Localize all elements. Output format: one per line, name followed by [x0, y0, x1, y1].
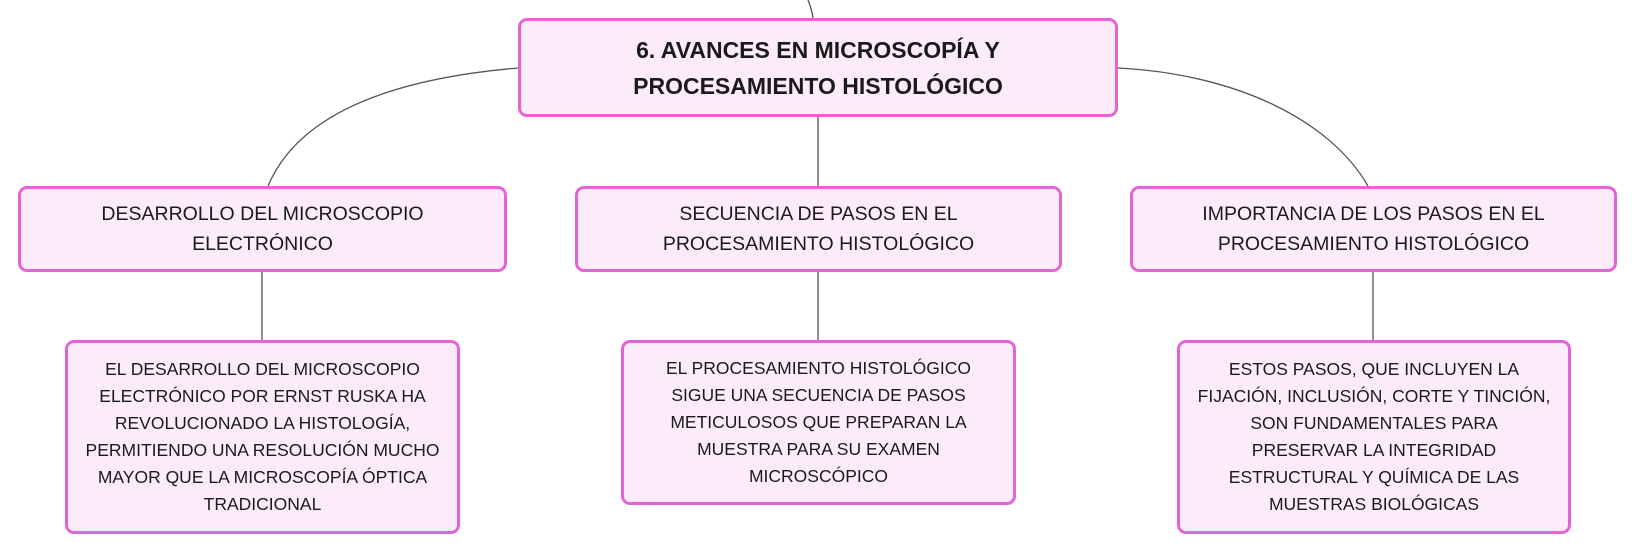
connector-parent-to-root — [808, 0, 813, 18]
branch-label: IMPORTANCIA DE LOS PASOS EN EL PROCESAMIENTO HISTOLÓGICO — [1202, 203, 1545, 255]
detail-node-secuencia-pasos[interactable] — [621, 340, 1016, 505]
branch-node-secuencia-pasos[interactable] — [575, 186, 1062, 272]
branch-node-microscopio-electronico[interactable] — [18, 186, 507, 272]
branch-label: DESARROLLO DEL MICROSCOPIO ELECTRÓNICO — [101, 203, 424, 255]
root-topic-node[interactable] — [518, 18, 1118, 117]
branch-label: SECUENCIA DE PASOS EN EL PROCESAMIENTO HISTOLÓGICO — [662, 203, 975, 255]
detail-text: EL DESARROLLO DEL MICROSCOPIO ELECTRÓNICO POR ERNST RUSKA HA REVOLUCIONADO LA HISTOLOGÍA, PERMITIENDO UNA RESOLUCIÓN MUCHO MAYOR QUE LA MICROSCOPÍA ÓPTICA TRADICIONAL — [85, 359, 440, 514]
detail-text: EL PROCESAMIENTO HISTOLÓGICO SIGUE UNA SECUENCIA DE PASOS METICULOSOS QUE PREPARAN LA MUESTRA PARA SU EXAMEN MICROSCÓPICO — [665, 358, 972, 486]
root-topic-text: 6. AVANCES EN MICROSCOPÍA Y PROCESAMIENTO HISTOLÓGICO — [633, 36, 1003, 99]
branch-node-importancia-pasos[interactable] — [1130, 186, 1617, 272]
connector-root-to-branch-3 — [1118, 68, 1368, 186]
detail-node-importancia-pasos[interactable] — [1177, 340, 1571, 534]
detail-node-microscopio-electronico[interactable] — [65, 340, 460, 534]
detail-text: ESTOS PASOS, QUE INCLUYEN LA FIJACIÓN, INCLUSIÓN, CORTE Y TINCIÓN, SON FUNDAMENTALES PARA PRESERVAR LA INTEGRIDAD ESTRUCTURAL Y QUÍMICA DE LAS MUESTRAS BIOLÓGICAS — [1197, 359, 1551, 514]
connector-root-to-branch-1 — [268, 68, 518, 186]
